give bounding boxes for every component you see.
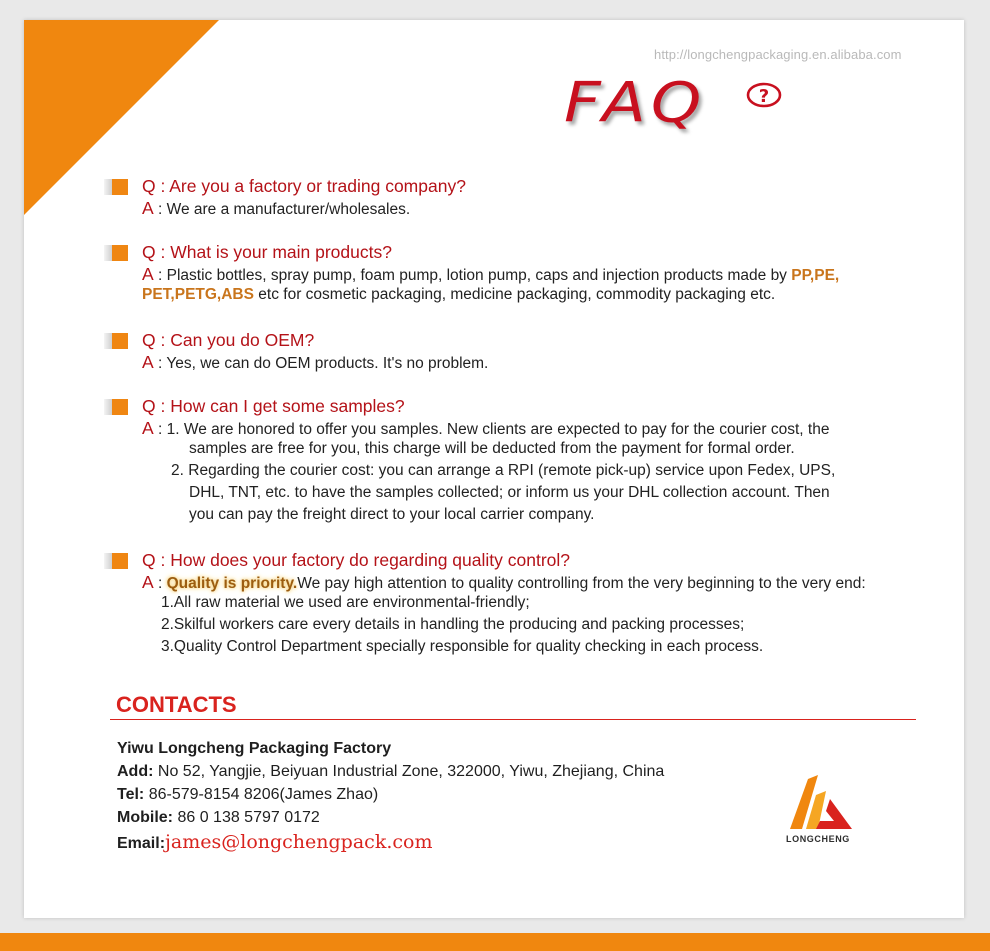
contact-address: Add: No 52, Yangjie, Beiyuan Industrial Zone, 322000, Yiwu, Zhejiang, China — [117, 763, 665, 780]
faq-answer-line: 2.Skilful workers care every details in handling the producing and packing processes; — [161, 616, 745, 633]
company-name: Yiwu Longcheng Packaging Factory — [117, 740, 392, 757]
faq-answer-line: A : Plastic bottles, spray pump, foam pump, lotion pump, caps and injection products made by PP,PE, — [142, 264, 840, 284]
contacts-divider — [110, 719, 916, 720]
site-url: http://longchengpackaging.en.alibaba.com — [654, 47, 902, 62]
faq-title: FAQ — [564, 71, 707, 136]
faq-answer-line: 3.Quality Control Department specially responsible for quality checking in each process. — [161, 638, 764, 655]
contact-tel: Tel: 86-579-8154 8206(James Zhao) — [117, 786, 379, 803]
question-mark-icon — [746, 81, 782, 109]
faq-question: Q : How does your factory do regarding quality control? — [142, 550, 571, 570]
faq-answer-line: 2. Regarding the courier cost: you can arrange a RPI (remote pick-up) service upon Fedex, UPS, — [171, 462, 836, 479]
bullet-square-icon — [104, 179, 128, 195]
faq-card — [24, 20, 964, 918]
svg-text:?: ? — [758, 86, 770, 107]
faq-question: Q : How can I get some samples? — [142, 396, 405, 416]
email-link[interactable]: james@longchengpack.com — [165, 831, 433, 853]
bullet-square-icon — [104, 245, 128, 261]
bottom-orange-bar — [0, 933, 990, 951]
contact-email: Email:james@longchengpack.com — [117, 831, 433, 853]
longcheng-logo-icon — [788, 773, 856, 833]
faq-answer: A : We are a manufacturer/wholesales. — [142, 198, 411, 218]
faq-question: Q : Are you a factory or trading company? — [142, 176, 466, 196]
faq-answer-line: DHL, TNT, etc. to have the samples collected; or inform us your DHL collection account. Then — [189, 484, 830, 501]
bullet-square-icon — [104, 399, 128, 415]
bullet-square-icon — [104, 553, 128, 569]
faq-answer-line: samples are free for you, this charge will be deducted from the payment for formal order. — [189, 440, 795, 457]
faq-answer: A : Yes, we can do OEM products. It's no problem. — [142, 352, 489, 372]
contacts-heading: CONTACTS — [116, 692, 237, 717]
faq-question: Q : What is your main products? — [142, 242, 392, 262]
contact-mobile: Mobile: 86 0 138 5797 0172 — [117, 809, 320, 826]
faq-answer-line: PET,PETG,ABS etc for cosmetic packaging, medicine packaging, commodity packaging etc. — [142, 286, 776, 303]
bullet-square-icon — [104, 333, 128, 349]
faq-answer-line: 1.All raw material we used are environmental-friendly; — [161, 594, 530, 611]
faq-answer-line: A : Quality is priority.We pay high attention to quality controlling from the very beginning to the very end: — [142, 572, 866, 592]
faq-question: Q : Can you do OEM? — [142, 330, 315, 350]
logo-wordmark: LONGCHENG — [786, 834, 850, 844]
faq-answer-line: you can pay the freight direct to your local carrier company. — [189, 506, 595, 523]
faq-answer-line: A : 1. We are honored to offer you samples. New clients are expected to pay for the courier cost, the — [142, 418, 830, 438]
